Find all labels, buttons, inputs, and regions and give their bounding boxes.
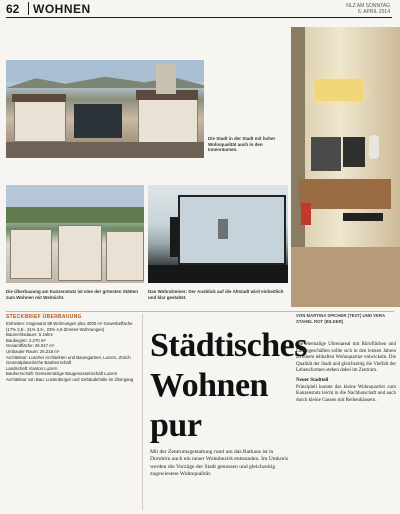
kitchen-cabinet (343, 137, 365, 167)
info-line: Baubeginn: 2.270 m² (6, 337, 46, 343)
info-line: Umbauter Raum: 26.218 m³ (6, 348, 60, 354)
stool (343, 213, 383, 221)
header-rule (6, 17, 392, 18)
interior-kitchen-photo (291, 27, 400, 307)
headline-line: pur (150, 407, 202, 444)
living-room-view-photo (148, 185, 288, 283)
wooden-table (299, 179, 391, 209)
header-separator (28, 2, 29, 15)
pendant-lamp (315, 79, 363, 101)
middle-left-caption: Die Überbauung am Kanzenstutz ist eine der grössten Stätten zum Wohnen mit Weitsicht. (6, 289, 139, 300)
article-body (296, 342, 396, 404)
section-divider (6, 311, 394, 312)
info-line: Bauherrschaft: Gemeinnützige Baugenossenschaft Luzern (6, 371, 118, 377)
street (6, 142, 204, 158)
building-right (138, 98, 198, 144)
info-line: Landschaft: Kanton Luzern (6, 365, 58, 371)
tower (156, 64, 176, 94)
article-headline (150, 326, 307, 446)
headline-line: Wohnen (150, 367, 268, 404)
info-line: Einheiten: Insgesamt 88 Wohnungen plus 4000 m² Gewerbefläche (17% 2,5-, 31% 3,5-, 23% 4,5-Zimmer-Wohnungen) (6, 321, 133, 332)
floor (148, 265, 288, 283)
newspaper-dateline (346, 3, 390, 15)
middle-right-caption: Das Wohnzimmer: Der Ausblick auf die Altstadt wird einheitlich und klar gestaltet. (148, 289, 284, 300)
person-silhouette (170, 217, 179, 257)
top-photo-caption: Die Stadt in der Stadt mit hoher Wohnqualität auch in den Innenräumen. (208, 136, 276, 152)
info-box-title: STECKBRIEF ÜBERBAUUNG (6, 314, 82, 320)
body-paragraph: Die ehemalige Uhrenareal mit Büroflächen und Ladengeschäften sollte sich in den letzten Jahren zu einem lebhaften Wohnquartier entwickeln. Die Qualität der Stadt und gleichzeitig die Vielfalt der Lebensformen stehen dabei im Zentrum. (296, 342, 396, 374)
panorama-window (178, 195, 286, 265)
info-line: Architektur: Lüscher Architekten und Baumgartner, Luzern, Zürich (6, 354, 131, 360)
apartment-block-right (106, 231, 144, 281)
church-tower (218, 219, 228, 239)
newspaper-name: NLZ AM SONNTAG (346, 3, 390, 9)
byline: VON MARTINA SPICHER (TEXT) UND VERA STAHEL ROT (BILDER) (296, 313, 385, 324)
info-line: Gesamtfläche: 26.017 m² (6, 343, 55, 349)
oven (311, 137, 341, 171)
issue-date: 6. APRIL 2014 (357, 9, 390, 15)
building-left (14, 100, 66, 142)
body-paragraph: Prinzipiell konnte das kleine Wohnquartier zum Kanzenstutz leicht in die Nachbarschaft und auch durch kleine Gassen mit Reihenhäusern. (296, 384, 396, 403)
hills (6, 207, 144, 223)
wood-floor (291, 247, 400, 307)
section-title: WOHNEN (33, 2, 91, 16)
info-line: Architektur von Bau: Lustenberger und Gebäudehülle im Übergang (6, 376, 134, 382)
apartment-block-center (58, 225, 102, 281)
roof-left (12, 94, 66, 102)
apartment-block-left (10, 229, 52, 279)
column-rule (142, 314, 143, 510)
subheading: Neuer Stadtteil (296, 377, 329, 383)
aerial-city-photo (6, 60, 204, 158)
modern-building (74, 104, 122, 138)
red-chair (301, 203, 311, 225)
info-line: Baurechtsdauer: 6 Jahre (6, 332, 54, 338)
article-lead: Mit der Zentrumsgestaltung rund um das Rathaus ist in Dornbirn auch ein neuer Wohnbezirk entstanden. Im Umkreis werden die Vorzüge der Stadt genossen und gleichzeitig zugewiesene Wohnqualität. (150, 449, 289, 478)
info-line: Generalplanerische Bauherrschaft (6, 360, 72, 366)
headline-line: Städtisches (150, 327, 307, 364)
person (369, 135, 379, 159)
page-number: 62 (6, 2, 20, 16)
info-box (6, 321, 138, 383)
housing-complex-photo (6, 185, 144, 283)
